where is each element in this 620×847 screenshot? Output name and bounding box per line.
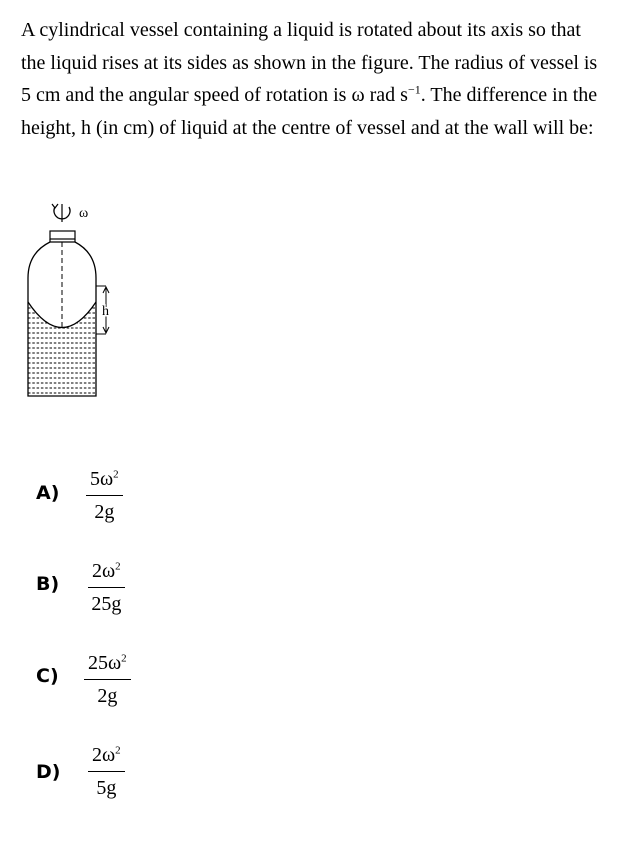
question-text-main: A cylindrical vessel containing a liquid is rotated about its axis so that the liquid rises at its sides as shown in the figure. The radius of vessel is 5 cm and the angular speed of rotation is ω rad s — [21, 19, 598, 106]
liquid-fill — [28, 308, 96, 393]
option-c-label: C) — [36, 665, 59, 687]
question-exponent: −1 — [407, 82, 421, 97]
omega-label: ω — [79, 206, 89, 221]
option-b[interactable] — [36, 558, 146, 618]
option-d-fraction — [88, 742, 125, 801]
option-d-denominator: 5g — [96, 777, 117, 799]
option-c-numerator: $25\omega^2$ — [84, 650, 131, 680]
h-label: h — [102, 304, 109, 319]
option-d-label: D) — [36, 761, 61, 783]
option-d-numerator: $2\omega^2$ — [88, 742, 125, 772]
option-c-denominator: 2g — [97, 685, 118, 707]
option-a[interactable] — [36, 466, 146, 526]
option-b-label: B) — [36, 573, 60, 595]
option-a-denominator: 2g — [94, 501, 115, 523]
question-text-end: . The difference in the height, h (in cm) of liquid at the centre of vessel and at the wall will be: — [21, 84, 598, 139]
option-d[interactable] — [36, 742, 146, 802]
option-b-numerator: $2\omega^2$ — [88, 558, 125, 588]
rotating-vessel-figure — [22, 198, 126, 402]
question-text — [21, 14, 606, 144]
option-c[interactable] — [36, 650, 146, 710]
option-a-fraction — [86, 466, 123, 525]
option-b-fraction — [88, 558, 125, 617]
option-a-numerator: $5\omega^2$ — [86, 466, 123, 496]
vessel-diagram — [22, 198, 126, 402]
option-c-fraction — [84, 650, 131, 709]
option-b-denominator: 25g — [91, 593, 122, 615]
option-a-label: A) — [36, 482, 60, 504]
